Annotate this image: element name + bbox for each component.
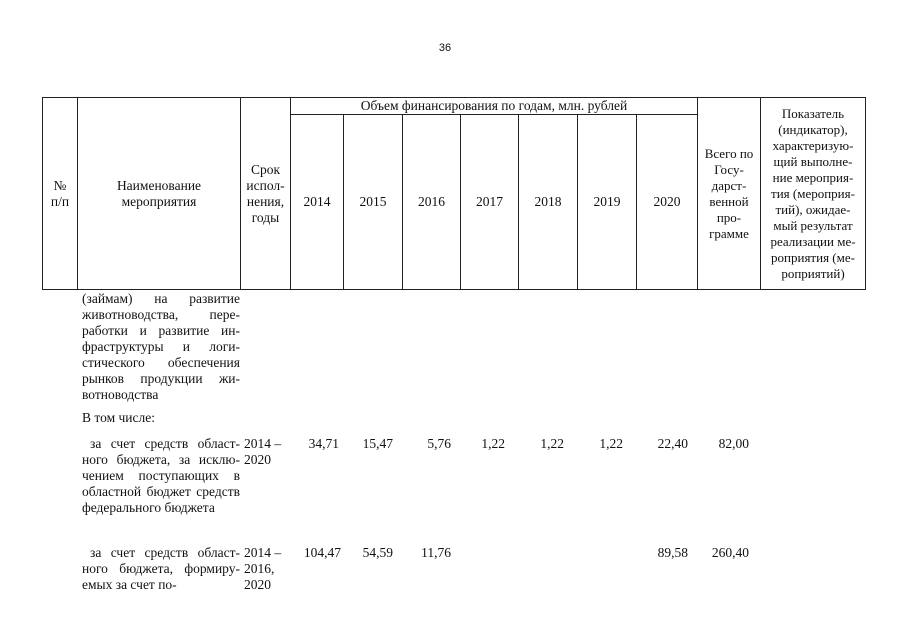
header-year-2017: 2017 [476,194,503,209]
row-1-name: В том числе: [82,410,155,425]
page-number: 36 [438,42,452,54]
row-2-total: 82,00 [718,436,749,451]
header-term: Срок испол- нения, годы [246,161,285,225]
row-3-value-2014: 104,47 [303,545,341,560]
row-3-term: 2014 – 2016, 2020 [244,545,282,592]
row-2-name: за счет средств област-ного бюджета, за исклю-чением поступающих в областной бюджет средств федерального бюджета [82,436,240,515]
row-2-value-2016: 5,76 [427,436,451,451]
row-3-value-2020: 89,58 [657,545,688,560]
header-name: Наименование мероприятия [116,177,202,209]
header-year-2015: 2015 [359,194,387,209]
row-2-value-2018: 1,22 [540,436,564,451]
row-2-value-2019: 1,22 [599,436,623,451]
row-3-total: 260,40 [711,545,749,560]
header-year-2019: 2019 [593,194,621,209]
header-year-2016: 2016 [418,194,445,209]
header-num: № п/п [50,177,70,209]
header-funding-group: Объем финансирования по годам, млн. рублей [360,98,628,113]
row-0-name: (займам) на развитие животноводства, пере-работки и развитие ин-фраструктуры и логи-стического обеспечения рынков продукции жи-вотноводства [82,291,240,402]
row-2-value-2020: 22,40 [657,436,688,451]
row-3-name: за счет средств област-ного бюджета, формиру-емых за счет по- [82,545,240,592]
header-year-2018: 2018 [534,194,562,209]
header-bottom-rule [42,289,866,290]
col-rule-12 [865,97,866,290]
header-year-2020: 2020 [653,194,681,209]
header-year-2014: 2014 [303,194,331,209]
row-3-value-2015: 54,59 [362,545,393,560]
row-3-value-2016: 11,76 [421,545,451,560]
row-2-value-2017: 1,22 [481,436,505,451]
row-2-term: 2014 – 2020 [244,436,282,467]
row-2-value-2014: 34,71 [308,436,339,451]
header-indicator: Показатель (индикатор), характеризую- щий выполне- ние мероприя- тия (мероприя- тий), ожидае- мый результат реализации ме- роприятия (ме- роприятий) [770,105,856,281]
row-2-value-2015: 15,47 [362,436,393,451]
header-total: Всего по Госу- дарст- венной про- грамме [704,145,754,241]
